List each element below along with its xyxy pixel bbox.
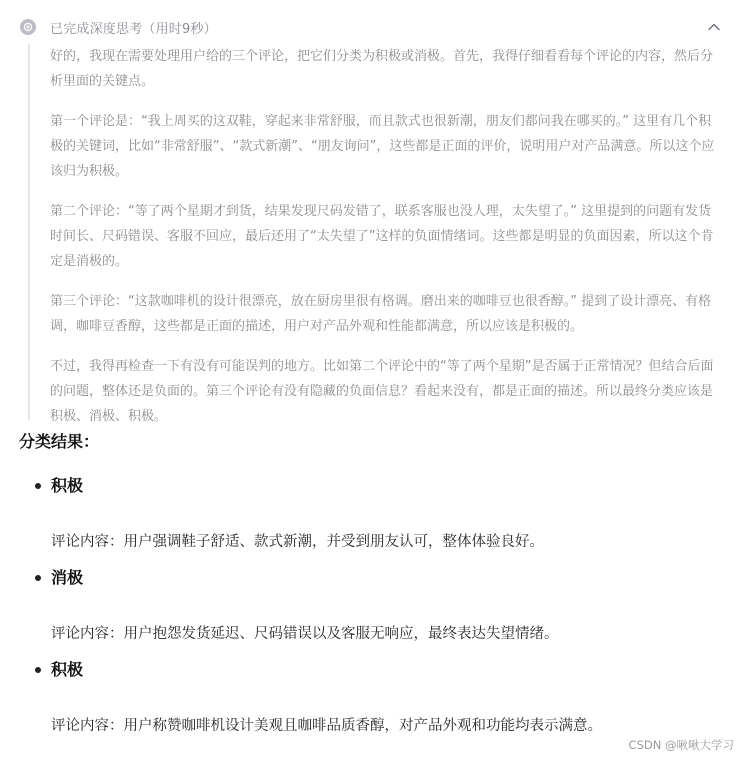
thinking-paragraph: 不过，我得再检查一下有没有可能误判的地方。比如第二个评论中的“等了两个星期”是否属于正常情况？但结合后面的问题，整体还是负面的。第三个评论有没有隐藏的负面信息？看起来没有，都是正面的描述。所以最终分类应该是积极、消极、积极。 <box>50 359 714 424</box>
result-heading: 分类结果： <box>19 432 100 451</box>
thinking-icon <box>20 19 36 35</box>
result-comment: 评论内容：用户强调鞋子舒适、款式新潮，并受到朋友认可，整体体验良好。 <box>51 534 544 550</box>
result-comment: 评论内容：用户抱怨发货延迟、尺码错误以及客服无响应，最终表达失望情绪。 <box>51 626 559 642</box>
thinking-paragraph: 第一个评论是：“我上周买的这双鞋，穿起来非常舒服，而且款式也很新潮，朋友们都问我在哪买的。” 这里有几个积极的关键词，比如“非常舒服”、“款式新潮”、“朋友询问”，这些都是正面的评价，说明用户对产品满意。所以这个应该归为积极。 <box>50 114 715 179</box>
bullet-dot <box>35 667 41 673</box>
result-label: 积极 <box>51 476 84 495</box>
chevron-up-icon[interactable] <box>704 17 724 37</box>
thinking-paragraph: 好的，我现在需要处理用户给的三个评论，把它们分类为积极或消极。首先，我得仔细看看每个评论的内容，然后分析里面的关键点。 <box>50 49 714 89</box>
thinking-header[interactable] <box>20 15 724 39</box>
result-label: 积极 <box>51 660 84 679</box>
thinking-content <box>28 44 715 424</box>
thinking-paragraph: 第二个评论：“等了两个星期才到货，结果发现尺码发错了，联系客服也没人理，太失望了。” 这里提到的问题有发货时间长、尺码错误、客服不回应，最后还用了“太失望了”这样的负面情绪词。这些都是明显的负面因素，所以这个肯定是消极的。 <box>50 204 714 269</box>
thinking-paragraph: 第三个评论：“这款咖啡机的设计很漂亮，放在厨房里很有格调。磨出来的咖啡豆也很香醇。” 提到了设计漂亮、有格调，咖啡豆香醇，这些都是正面的描述，用户对产品外观和性能都满意，所以应该是积极的。 <box>50 294 712 334</box>
result-label: 消极 <box>51 568 84 587</box>
thinking-status: 已完成深度思考（用时9秒） <box>50 21 217 37</box>
result-comment: 评论内容：用户称赞咖啡机设计美观且咖啡品质香醇，对产品外观和功能均表示满意。 <box>51 718 602 734</box>
watermark: CSDN @啾啾大学习 <box>628 738 734 752</box>
bullet-dot <box>35 575 41 581</box>
bullet-dot <box>35 483 41 489</box>
